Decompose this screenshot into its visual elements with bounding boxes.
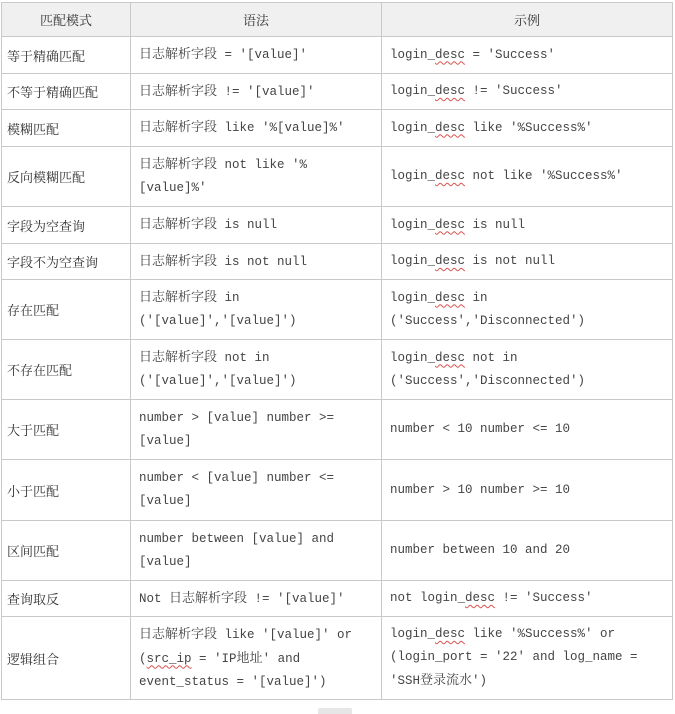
syntax-text-segment: ' and event_status = '[value]'): [139, 651, 327, 689]
example-text-segment: desc: [435, 47, 466, 62]
row-mode-cell: 不等于精确匹配: [2, 74, 131, 110]
row-example-cell: [382, 207, 673, 244]
row-syntax-cell: [131, 74, 382, 110]
row-mode-cell: 区间匹配: [2, 521, 131, 581]
example-text-segment: = 'Success': [465, 47, 556, 62]
row-example-cell: [382, 340, 673, 400]
row-example-cell: [382, 110, 673, 147]
syntax-text-segment: 日志解析字段: [169, 590, 248, 606]
scroll-handle[interactable]: [318, 708, 352, 714]
table-header-row: [2, 3, 673, 37]
row-syntax-cell: [131, 460, 382, 521]
syntax-text-segment: 日志解析字段: [139, 217, 218, 232]
table-row: [2, 244, 673, 280]
row-syntax-cell: [131, 244, 382, 280]
syntax-text-segment: not like '%[value]%': [139, 158, 308, 195]
row-mode-cell: 查询取反: [2, 581, 131, 617]
example-text-segment: desc: [435, 254, 466, 268]
row-example-cell: [382, 244, 673, 280]
row-mode-cell: 逻辑组合: [2, 617, 131, 700]
syntax-text-segment: 日志解析字段: [139, 626, 218, 642]
syntax-text-segment: src_ip: [146, 651, 192, 666]
table-row: [2, 207, 673, 244]
example-text-segment: not like '%Success%': [465, 169, 623, 183]
example-text-segment: like '%Success%' or (login_port = '22' and log_name = 'SSH: [390, 627, 638, 688]
row-syntax-cell: [131, 147, 382, 207]
table-row: [2, 74, 673, 110]
row-syntax-cell: [131, 400, 382, 460]
row-example-cell: [382, 521, 673, 581]
row-mode-cell: 模糊匹配: [2, 110, 131, 147]
match-mode-table: [1, 2, 673, 700]
header-syntax: 语法: [131, 3, 382, 37]
example-text-segment: login_: [390, 84, 436, 98]
example-text-segment: desc: [435, 169, 466, 183]
table-row: [2, 110, 673, 147]
table-row: [2, 617, 673, 700]
header-mode: 匹配模式: [2, 3, 131, 37]
row-syntax-cell: [131, 110, 382, 147]
syntax-text-segment: != '[value]': [217, 84, 315, 99]
example-text-segment: login_: [390, 169, 436, 183]
syntax-text-segment: 日志解析字段: [139, 350, 218, 365]
row-example-cell: [382, 280, 673, 340]
row-syntax-cell: [131, 521, 382, 581]
syntax-text-segment: not in ('[value]','[value]'): [139, 351, 297, 388]
row-syntax-cell: [131, 340, 382, 400]
example-text-segment: like '%Success%': [465, 120, 593, 135]
row-mode-cell: 反向模糊匹配: [2, 147, 131, 207]
example-text-segment: is null: [465, 217, 526, 232]
example-text-segment: login_: [390, 47, 436, 62]
syntax-text-segment: is not null: [217, 254, 308, 269]
row-example-cell: [382, 581, 673, 617]
example-text-segment: login_: [390, 290, 436, 305]
row-syntax-cell: [131, 37, 382, 74]
row-mode-cell: 不存在匹配: [2, 340, 131, 400]
syntax-text-segment: 日志解析字段: [139, 157, 218, 172]
row-mode-cell: 字段不为空查询: [2, 244, 131, 280]
syntax-text-segment: like '[value]' or (: [139, 627, 353, 666]
example-text-segment: desc: [465, 591, 496, 605]
table-row: [2, 521, 673, 581]
example-text-segment: login_: [390, 254, 436, 268]
table-body: [2, 37, 673, 700]
example-text-segment: number > 10 number >= 10: [390, 482, 571, 497]
row-syntax-cell: [131, 617, 382, 700]
example-text-segment: number between 10 and 20: [390, 543, 571, 557]
table-row: [2, 581, 673, 617]
row-mode-cell: 等于精确匹配: [2, 37, 131, 74]
table-row: [2, 280, 673, 340]
syntax-text-segment: number < [value] number <= [value]: [139, 471, 335, 508]
syntax-text-segment: 地址: [236, 650, 263, 666]
syntax-text-segment: 日志解析字段: [139, 47, 218, 62]
syntax-text-segment: = 'IP: [191, 651, 237, 666]
example-text-segment: != 'Success': [465, 84, 563, 98]
syntax-text-segment: != '[value]': [247, 591, 345, 606]
example-text-segment: desc: [435, 120, 466, 135]
example-text-segment: desc: [435, 84, 466, 98]
syntax-text-segment: in ('[value]','[value]'): [139, 291, 297, 328]
row-example-cell: [382, 37, 673, 74]
example-text-segment: not login_: [390, 591, 466, 605]
example-text-segment: in ('Success','Disconnected'): [390, 290, 586, 328]
row-syntax-cell: [131, 581, 382, 617]
row-example-cell: [382, 400, 673, 460]
example-text-segment: != 'Success': [495, 591, 593, 605]
row-example-cell: [382, 147, 673, 207]
row-example-cell: [382, 460, 673, 521]
example-text-segment: desc: [435, 217, 466, 232]
syntax-text-segment: 日志解析字段: [139, 83, 218, 99]
example-text-segment: number < 10 number <= 10: [390, 422, 571, 436]
example-text-segment: is not null: [465, 254, 556, 268]
syntax-text-segment: is null: [217, 218, 278, 232]
example-text-segment: login_: [390, 350, 436, 365]
table-row: [2, 37, 673, 74]
syntax-text-segment: number between [value] and [value]: [139, 531, 335, 569]
example-text-segment: desc: [435, 350, 466, 365]
table-row: [2, 400, 673, 460]
syntax-text-segment: 日志解析字段: [139, 253, 218, 269]
row-mode-cell: 小于匹配: [2, 460, 131, 521]
example-text-segment: login_: [390, 627, 436, 641]
syntax-text-segment: 日志解析字段: [139, 290, 218, 305]
row-syntax-cell: [131, 207, 382, 244]
row-mode-cell: 字段为空查询: [2, 207, 131, 244]
row-syntax-cell: [131, 280, 382, 340]
row-mode-cell: 存在匹配: [2, 280, 131, 340]
syntax-text-segment: number > [value] number >= [value]: [139, 410, 335, 448]
table-row: [2, 460, 673, 521]
row-example-cell: [382, 74, 673, 110]
example-text-segment: desc: [435, 290, 466, 305]
example-text-segment: login_: [390, 120, 436, 135]
example-text-segment: not in ('Success','Disconnected'): [390, 350, 586, 388]
header-example: 示例: [382, 3, 673, 37]
row-example-cell: [382, 617, 673, 700]
syntax-text-segment: = '[value]': [217, 48, 308, 62]
table-row: [2, 147, 673, 207]
row-mode-cell: 大于匹配: [2, 400, 131, 460]
syntax-text-segment: 日志解析字段: [139, 120, 218, 135]
example-text-segment: '): [472, 674, 488, 688]
example-text-segment: desc: [435, 627, 466, 641]
syntax-text-segment: Not: [139, 591, 170, 606]
example-text-segment: login_: [390, 217, 436, 232]
example-text-segment: 登录流水: [420, 673, 473, 688]
table-row: [2, 340, 673, 400]
syntax-text-segment: like '%[value]%': [217, 121, 345, 135]
